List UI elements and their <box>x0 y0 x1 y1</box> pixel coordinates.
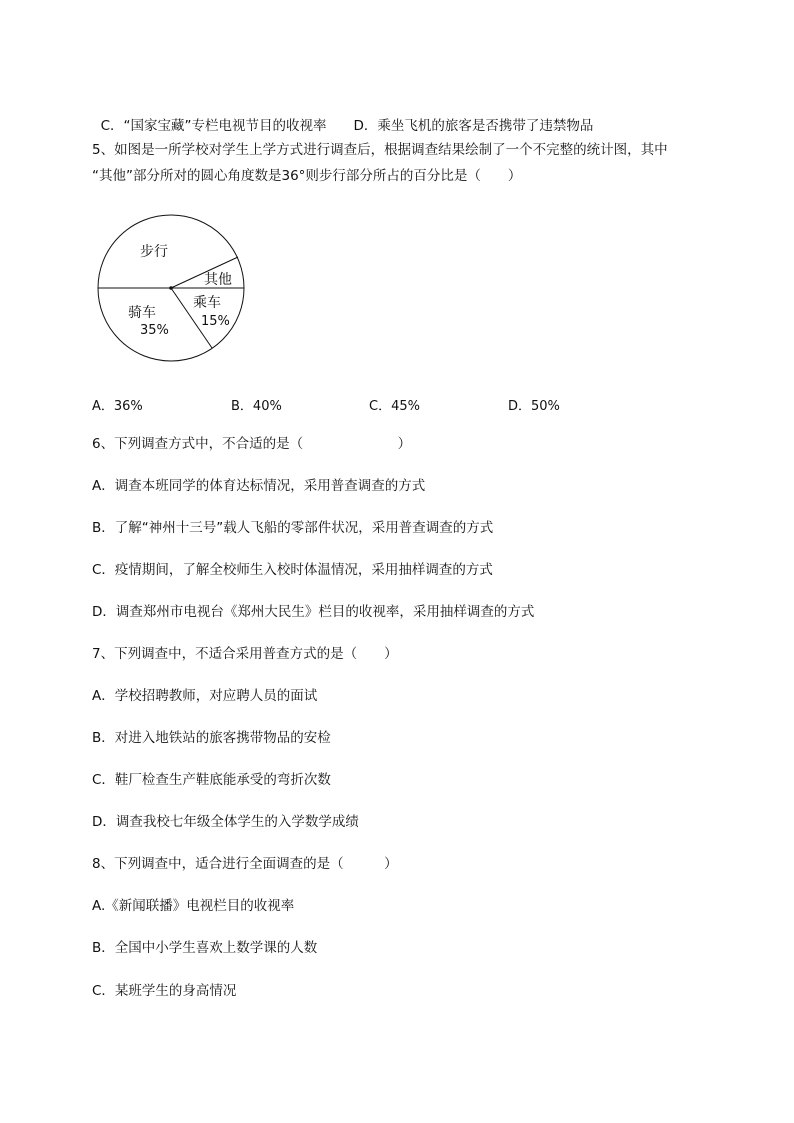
q6-option-d: D．调查郑州市电视台《郑州大民生》栏目的收视率，采用抽样调查的方式 <box>92 604 535 620</box>
q5-options <box>92 395 692 413</box>
q5-option-d: D．50% <box>508 399 560 414</box>
pie-label-bike: 骑车 <box>128 305 156 321</box>
q7-stem: 7、下列调查中，不适合采用普查方式的是（ ） <box>92 646 398 662</box>
q6-option-a: A．调查本班同学的体育达标情况，采用普查调查的方式 <box>92 478 426 494</box>
q8-option-b: B．全国中小学生喜欢上数学课的人数 <box>92 940 318 956</box>
q5-stem-line1: 5、如图是一所学校对学生上学方式进行调查后，根据调查结果绘制了一个不完整的统计图，其中 <box>92 142 668 158</box>
q8-option-c: C．某班学生的身高情况 <box>92 983 237 999</box>
q4-option-line <box>92 99 593 135</box>
pie-label-other: 其他 <box>204 272 232 288</box>
q5-stem-line2: “其他”部分所对的圆心角度数是36°则步行部分所占的百分比是（ ） <box>92 168 522 184</box>
q7-option-b: B．对进入地铁站的旅客携带物品的安检 <box>92 730 331 746</box>
q6-option-b: B．了解“神州十三号”载人飞船的零部件状况，采用普查调查的方式 <box>92 520 494 536</box>
q6-stem: 6、下列调查方式中，不合适的是（ ） <box>92 436 412 452</box>
pie-label-bus: 乘车 <box>193 295 221 311</box>
q8-stem: 8、下列调查中，适合进行全面调查的是（ ） <box>92 856 398 872</box>
q4-option-d: D．乘坐飞机的旅客是否携带了违禁物品 <box>353 118 594 134</box>
pie-label-bus-pct: 15% <box>201 314 230 329</box>
q6-option-c: C．疫情期间，了解全校师生入校时体温情况，采用抽样调查的方式 <box>92 562 493 578</box>
q8-option-a: A.《新闻联播》电视栏目的收视率 <box>92 898 295 914</box>
pie-chart-figure <box>90 205 250 370</box>
q5-option-c: C．45% <box>369 399 420 414</box>
q7-option-d: D．调查我校七年级全体学生的入学数学成绩 <box>92 814 359 830</box>
q7-option-a: A．学校招聘教师，对应聘人员的面试 <box>92 688 318 704</box>
pie-center-dot <box>169 286 173 290</box>
pie-label-bike-pct: 35% <box>140 323 169 338</box>
pie-label-walk: 步行 <box>140 244 168 260</box>
q4-option-c: C．“国家宝藏”专栏电视节目的收视率 <box>100 118 327 134</box>
q5-option-b: B．40% <box>231 399 282 414</box>
q5-option-a: A．36% <box>92 399 143 414</box>
q7-option-c: C．鞋厂检查生产鞋底能承受的弯折次数 <box>92 772 331 788</box>
